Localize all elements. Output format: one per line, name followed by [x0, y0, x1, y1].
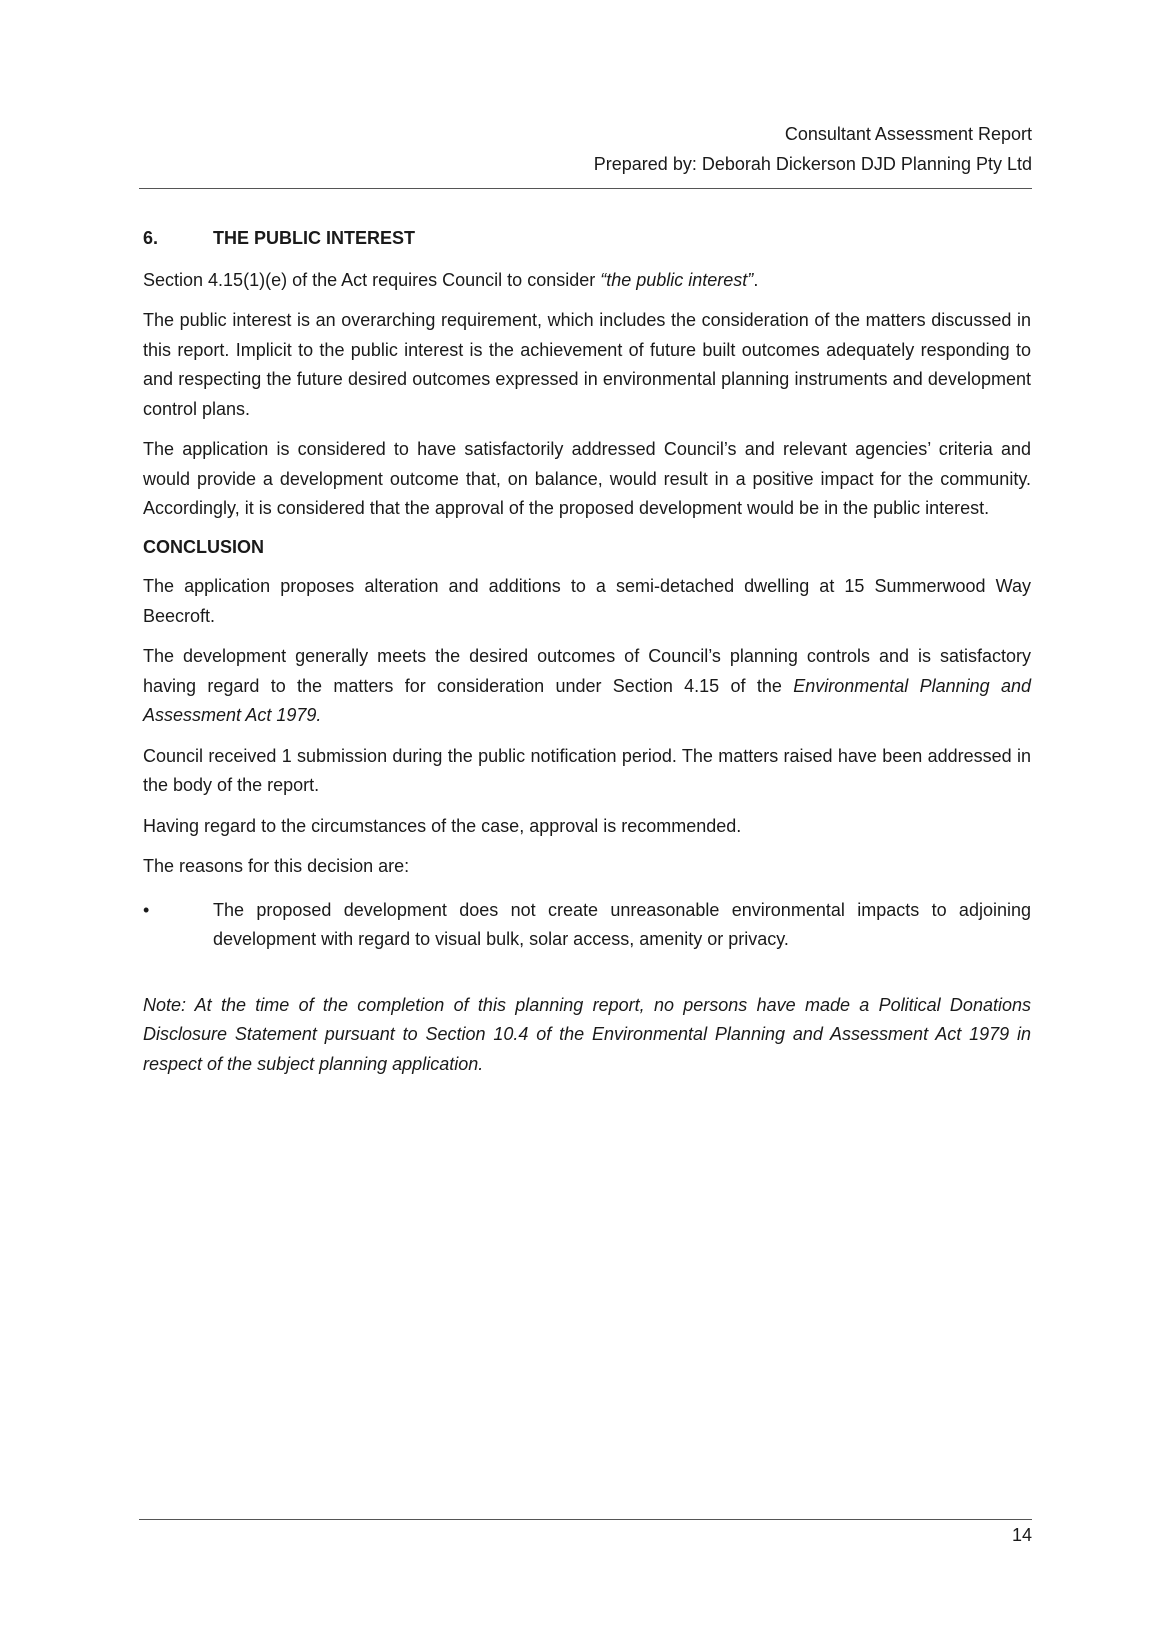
paragraph-reasons-intro: The reasons for this decision are:: [143, 856, 410, 876]
header-report-title: Consultant Assessment Report: [784, 124, 1032, 144]
paragraph-application-considered: The application is considered to have satisfactorily addressed Council’s and relevant agencies’ criteria and would provide a development outcome that, on balance, would result in a positive impact for the community. Accordingly, it is considered that the approval of the proposed development would be in the public interest.: [143, 439, 1031, 518]
header-rule: [139, 188, 1032, 189]
paragraph-recommendation: Having regard to the circumstances of the case, approval is recommended.: [143, 815, 742, 836]
p1-suffix: .: [753, 269, 759, 290]
note-paragraph: Note: At the time of the completion of this planning report, no persons have made a Political Donations Disclosure Statement pursuant to Section 10.4 of the Environmental Planning and Assessment Act 1979 in respect of the subject planning application.: [143, 994, 1031, 1074]
c2-act-name: Environmental Planning and Assessment Act 1979.: [143, 675, 1031, 725]
header-prepared-by: Prepared by: Deborah Dickerson DJD Planning Pty Ltd: [593, 154, 1032, 174]
paragraph-overarching: The public interest is an overarching requirement, which includes the consideration of the matters discussed in this report. Implicit to the public interest is the achievement of future built outcomes adequately responding to and respecting the future desired outcomes expressed in environmental planning instruments and development control plans.: [143, 310, 1031, 419]
paragraph-development-meets: [143, 642, 1031, 731]
paragraph-application-proposes: The application proposes alteration and additions to a semi-detached dwelling at 15 Summerwood Way Beecroft.: [143, 576, 1031, 626]
c2-prefix: The development generally meets the desired outcomes of Council’s planning controls and is satisfactory having regard to the matters for consideration under Section 4.15 of the: [143, 646, 1031, 696]
p1-prefix: Section 4.15(1)(e) of the Act requires Council to consider: [143, 269, 601, 290]
paragraph-submission: Council received 1 submission during the public notification period. The matters raised have been addressed in the body of the report.: [143, 745, 1031, 795]
bullet-icon: •: [143, 899, 150, 920]
section-title: THE PUBLIC INTEREST: [213, 228, 416, 248]
paragraph-act-requirement: [143, 266, 1031, 296]
list-item: [143, 896, 1031, 955]
p1-quote: “the public interest”: [600, 269, 754, 290]
conclusion-heading: CONCLUSION: [143, 536, 264, 557]
section-heading: [143, 224, 1031, 254]
section-number: 6.: [143, 228, 159, 248]
page-body: [143, 224, 1031, 1090]
bullet-text: The proposed development does not create unreasonable environmental impacts to adjoining development with regard to visual bulk, solar access, amenity or privacy.: [213, 899, 1031, 949]
page-header: [139, 119, 1032, 179]
page-number: 14: [1011, 1525, 1032, 1545]
